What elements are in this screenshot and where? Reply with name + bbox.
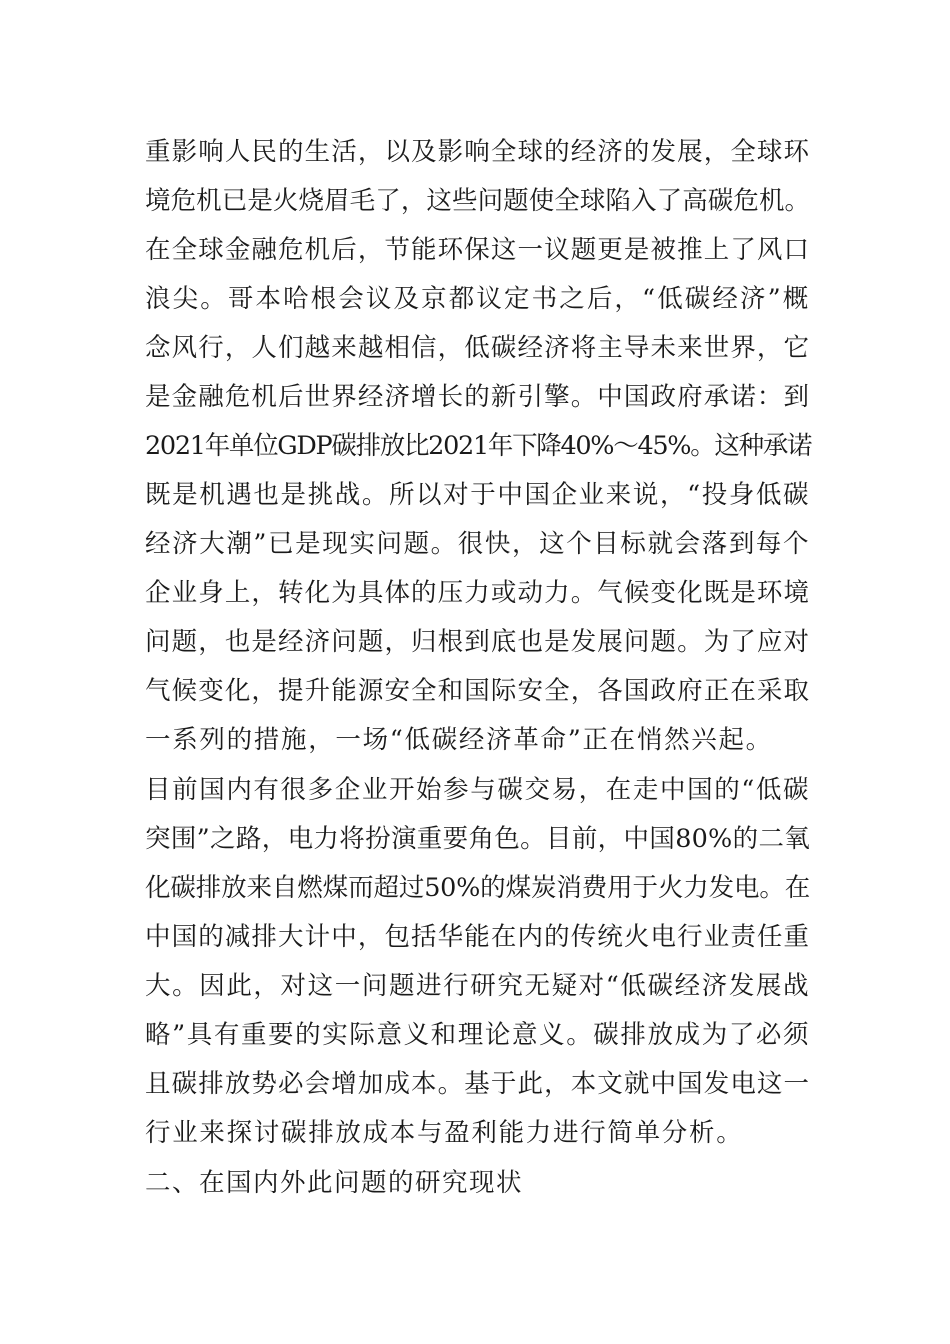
body-text-line: 境危机已是火烧眉毛了，这些问题使全球陷入了高碳危机。 bbox=[145, 186, 810, 216]
body-text-line: 念风行，人们越来越相信，低碳经济将主导未来世界，它 bbox=[145, 333, 810, 363]
body-text-line: 突围”之路，电力将扮演重要角色。目前，中国80%的二氧 bbox=[145, 824, 810, 854]
paragraph-last-line: 行业来探讨碳排放成本与盈利能力进行简单分析。 bbox=[145, 1118, 744, 1148]
body-text-line: 大。因此，对这一问题进行研究无疑对“低碳经济发展战 bbox=[145, 971, 810, 1001]
body-text-line: 目前国内有很多企业开始参与碳交易，在走中国的“低碳 bbox=[145, 775, 810, 805]
body-text-line: 是金融危机后世界经济增长的新引擎。中国政府承诺：到 bbox=[145, 382, 810, 412]
body-text-line: 气候变化，提升能源安全和国际安全，各国政府正在采取 bbox=[145, 676, 810, 706]
body-text-line: 重影响人民的生活，以及影响全球的经济的发展，全球环 bbox=[145, 137, 810, 167]
body-text-line: 问题，也是经济问题，归根到底也是发展问题。为了应对 bbox=[145, 627, 810, 657]
body-text-line: 2021年单位GDP碳排放比2021年下降40%～45%。这种承诺 bbox=[145, 431, 812, 461]
paragraph-last-line: 一系列的措施，一场“低碳经济革命”正在悄然兴起。 bbox=[145, 725, 773, 755]
body-text-line: 企业身上，转化为具体的压力或动力。气候变化既是环境 bbox=[145, 578, 810, 608]
section-heading: 二、在国内外此问题的研究现状 bbox=[145, 1168, 524, 1198]
body-text-line: 既是机遇也是挑战。所以对于中国企业来说，“投身低碳 bbox=[145, 480, 810, 510]
body-text-line: 在全球金融危机后，节能环保这一议题更是被推上了风口 bbox=[145, 235, 810, 265]
body-text-line: 略”具有重要的实际意义和理论意义。碳排放成为了必须 bbox=[145, 1020, 810, 1050]
body-text-line: 浪尖。哥本哈根会议及京都议定书之后，“低碳经济”概 bbox=[145, 284, 810, 314]
body-text-line: 经济大潮”已是现实问题。很快，这个目标就会落到每个 bbox=[145, 529, 810, 559]
body-text-line: 中国的减排大计中，包括华能在内的传统火电行业责任重 bbox=[145, 922, 810, 952]
body-text-line: 化碳排放来自燃煤而超过50%的煤炭消费用于火力发电。在 bbox=[145, 873, 810, 903]
body-text-line: 且碳排放势必会增加成本。基于此，本文就中国发电这一 bbox=[145, 1069, 810, 1099]
